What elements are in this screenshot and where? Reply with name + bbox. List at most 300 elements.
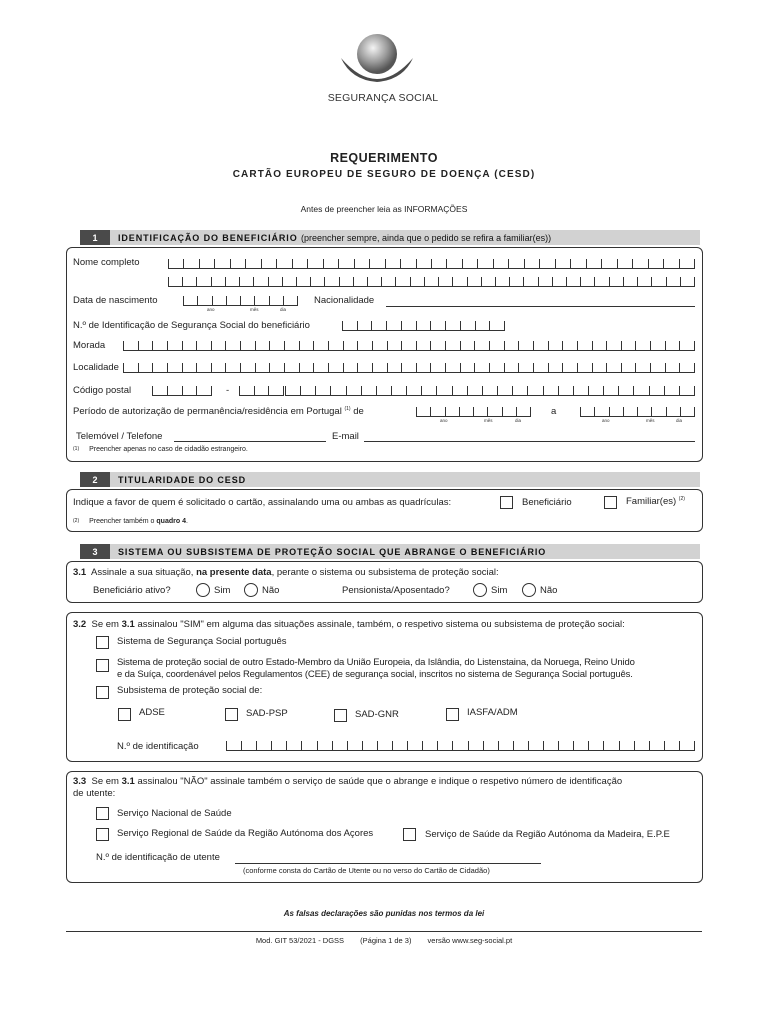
- cell-divider: [493, 259, 494, 268]
- cell-divider: [474, 341, 475, 350]
- address-field[interactable]: [123, 340, 695, 351]
- cell-divider: [621, 363, 622, 372]
- postal-locality-field[interactable]: [285, 385, 695, 396]
- ss-number-field[interactable]: [342, 320, 505, 331]
- cell-divider: [694, 741, 695, 750]
- cell-divider: [182, 363, 183, 372]
- cell-divider: [416, 259, 417, 268]
- user-id-label: N.º de identificação de utente: [96, 852, 220, 863]
- cell-divider: [509, 277, 510, 286]
- cell-divider: [387, 363, 388, 372]
- cell-divider: [197, 296, 198, 305]
- cell-divider: [637, 277, 638, 286]
- cell-divider: [592, 341, 593, 350]
- cell-divider: [552, 277, 553, 286]
- cell-divider: [621, 341, 622, 350]
- cell-divider: [651, 277, 652, 286]
- cell-divider: [283, 296, 284, 305]
- cell-divider: [437, 741, 438, 750]
- section-title: [110, 233, 551, 243]
- cell-divider: [167, 363, 168, 372]
- pensioner-yes-radio[interactable]: [473, 583, 487, 597]
- cell-divider: [430, 407, 431, 416]
- cell-divider: [548, 341, 549, 350]
- cell-divider: [330, 386, 331, 395]
- section-1-header: [80, 230, 700, 245]
- cell-divider: [256, 741, 257, 750]
- section-number: 1: [80, 230, 110, 245]
- cell-divider: [431, 259, 432, 268]
- cell-divider: [284, 363, 285, 372]
- cell-divider: [548, 363, 549, 372]
- cell-divider: [504, 341, 505, 350]
- cell-divider: [633, 386, 634, 395]
- subsystem-checkbox[interactable]: [96, 686, 109, 699]
- cell-divider: [211, 341, 212, 350]
- cell-divider: [518, 341, 519, 350]
- cell-divider: [342, 321, 343, 330]
- footnote-text: Preencher apenas no caso de cidadão estrangeiro.: [89, 446, 248, 453]
- cell-divider: [558, 741, 559, 750]
- user-id-field[interactable]: [235, 863, 541, 864]
- active-no-label: Não: [262, 585, 280, 596]
- cell-divider: [460, 341, 461, 350]
- footnote-mark: (1): [344, 406, 351, 412]
- section-1-footnote: [73, 446, 248, 453]
- cell-divider: [594, 407, 595, 416]
- sad-gnr-label: SAD-GNR: [355, 709, 399, 720]
- cell-divider: [694, 259, 695, 268]
- sns-checkbox[interactable]: [96, 807, 109, 820]
- family-label: [626, 496, 685, 507]
- cell-divider: [445, 363, 446, 372]
- cell-divider: [573, 741, 574, 750]
- cell-divider: [606, 341, 607, 350]
- iasfa-checkbox[interactable]: [446, 708, 459, 721]
- cell-divider: [586, 259, 587, 268]
- footnote-mark: (2): [73, 518, 80, 524]
- pensioner-yes-label: Sim: [491, 585, 508, 596]
- locality-field[interactable]: [123, 362, 695, 373]
- cell-divider: [347, 741, 348, 750]
- q33-text-2: de utente:: [73, 788, 116, 799]
- footer-divider: [66, 931, 702, 932]
- full-name-field-1[interactable]: [168, 258, 695, 269]
- cell-divider: [416, 341, 417, 350]
- cell-divider: [635, 341, 636, 350]
- ss-portugal-label: Sistema de Segurança Social português: [117, 636, 287, 647]
- cell-divider: [182, 341, 183, 350]
- cell-divider: [601, 259, 602, 268]
- cell-divider: [225, 341, 226, 350]
- cell-divider: [285, 386, 286, 395]
- cell-divider: [282, 277, 283, 286]
- id-number-field[interactable]: [226, 740, 695, 751]
- cell-divider: [182, 277, 183, 286]
- cell-divider: [230, 259, 231, 268]
- cell-divider: [300, 386, 301, 395]
- family-label-text: Familiar(es): [626, 496, 677, 507]
- madeira-checkbox[interactable]: [403, 828, 416, 841]
- cell-divider: [588, 741, 589, 750]
- section-title: SISTEMA OU SUBSISTEMA DE PROTEÇÃO SOCIAL QUE ABRANGE O BENEFICIÁRIO: [118, 546, 547, 557]
- cell-divider: [635, 363, 636, 372]
- q33-text-1: [73, 776, 622, 787]
- cell-divider: [694, 386, 695, 395]
- cell-divider: [317, 741, 318, 750]
- cell-divider: [315, 386, 316, 395]
- cell-divider: [475, 321, 476, 330]
- q31-text: [73, 567, 499, 578]
- cell-divider: [603, 386, 604, 395]
- cell-divider: [372, 363, 373, 372]
- cell-divider: [381, 277, 382, 286]
- cell-divider: [299, 341, 300, 350]
- cell-divider: [524, 259, 525, 268]
- cell-divider: [665, 341, 666, 350]
- cell-divider: [666, 407, 667, 416]
- cell-divider: [183, 259, 184, 268]
- cell-divider: [558, 386, 559, 395]
- cell-divider: [239, 386, 240, 395]
- pensioner-label: Pensionista/Aposentado?: [342, 585, 450, 596]
- cell-divider: [324, 277, 325, 286]
- locality-label: Localidade: [73, 362, 119, 373]
- form-model: Mod. GIT 53/2021 - DGSS: [255, 936, 345, 945]
- cell-divider: [592, 363, 593, 372]
- q31-post: , perante o sistema ou subsistema de proteção social:: [271, 567, 499, 578]
- cell-divider: [346, 386, 347, 395]
- phone-field[interactable]: [174, 441, 326, 442]
- active-yes-radio[interactable]: [196, 583, 210, 597]
- cell-divider: [562, 341, 563, 350]
- q33-number: 3.3: [73, 776, 87, 787]
- cell-divider: [438, 277, 439, 286]
- cell-divider: [594, 277, 595, 286]
- cell-divider: [268, 277, 269, 286]
- cell-divider: [694, 407, 695, 416]
- pensioner-no-radio[interactable]: [522, 583, 536, 597]
- cell-divider: [694, 277, 695, 286]
- cell-divider: [680, 407, 681, 416]
- sad-psp-label: SAD-PSP: [246, 708, 288, 719]
- cell-divider: [182, 386, 183, 395]
- cell-divider: [226, 741, 227, 750]
- cell-divider: [538, 277, 539, 286]
- cell-divider: [196, 363, 197, 372]
- cell-divider: [407, 741, 408, 750]
- cell-divider: [663, 259, 664, 268]
- cell-divider: [376, 386, 377, 395]
- acores-checkbox[interactable]: [96, 828, 109, 841]
- cell-divider: [609, 407, 610, 416]
- cell-divider: [508, 259, 509, 268]
- birth-year-label: ano: [207, 307, 215, 312]
- from-month-label: mês: [484, 418, 493, 423]
- section-3-header: [80, 544, 700, 559]
- email-field[interactable]: [364, 441, 695, 442]
- cell-divider: [338, 259, 339, 268]
- cell-divider: [196, 341, 197, 350]
- cell-divider: [477, 259, 478, 268]
- cell-divider: [225, 363, 226, 372]
- cell-divider: [422, 741, 423, 750]
- cell-divider: [555, 259, 556, 268]
- cell-divider: [310, 277, 311, 286]
- q31-pre: Assinale a sua situação,: [90, 567, 194, 578]
- cell-divider: [648, 259, 649, 268]
- to-month-label: mês: [646, 418, 655, 423]
- cell-divider: [225, 277, 226, 286]
- cell-divider: [152, 341, 153, 350]
- ss-portugal-checkbox[interactable]: [96, 636, 109, 649]
- postal-code-label: Código postal: [73, 385, 132, 396]
- footnote-end: .: [185, 518, 188, 525]
- cell-divider: [467, 277, 468, 286]
- cell-divider: [271, 741, 272, 750]
- legal-warning: As falsas declarações são punidas nos termos da lei: [283, 909, 485, 918]
- cell-divider: [196, 386, 197, 395]
- cell-divider: [214, 259, 215, 268]
- cell-divider: [357, 363, 358, 372]
- cesd-holder-instruction: Indique a favor de quem é solicitado o cartão, assinalando uma ou ambas as quadrículas:: [73, 497, 452, 508]
- active-no-radio[interactable]: [244, 583, 258, 597]
- q32-number: 3.2: [73, 619, 87, 630]
- user-id-note: (conforme consta do Cartão de Utente ou no verso do Cartão de Cidadão): [243, 866, 490, 875]
- eu-system-checkbox[interactable]: [96, 659, 109, 672]
- cell-divider: [387, 341, 388, 350]
- cell-divider: [473, 407, 474, 416]
- footer-info: [0, 936, 768, 945]
- cell-divider: [406, 386, 407, 395]
- cell-divider: [679, 259, 680, 268]
- subsystem-label: Subsistema de proteção social de:: [117, 685, 263, 696]
- cell-divider: [255, 341, 256, 350]
- cell-divider: [679, 363, 680, 372]
- cell-divider: [632, 259, 633, 268]
- cell-divider: [649, 386, 650, 395]
- to-year-label: ano: [602, 418, 610, 423]
- cell-divider: [167, 386, 168, 395]
- cell-divider: [211, 386, 212, 395]
- cell-divider: [467, 386, 468, 395]
- postal-code-dash: -: [226, 385, 230, 396]
- cell-divider: [651, 407, 652, 416]
- cell-divider: [430, 321, 431, 330]
- cell-divider: [489, 363, 490, 372]
- page-title: REQUERIMENTO: [330, 151, 438, 165]
- iasfa-label: IASFA/ADM: [467, 707, 518, 718]
- pensioner-no-label: Não: [540, 585, 558, 596]
- cell-divider: [196, 277, 197, 286]
- cell-divider: [283, 386, 284, 395]
- cell-divider: [452, 741, 453, 750]
- residence-to-field[interactable]: [580, 406, 695, 417]
- cell-divider: [241, 741, 242, 750]
- cell-divider: [617, 259, 618, 268]
- cell-divider: [495, 277, 496, 286]
- eu-system-label-1: Sistema de proteção social de outro Estado-Membro da União Europeia, da Islândia, do Listenstaina, da Noruega, Reino Unido: [117, 657, 635, 668]
- email-label: E-mail: [332, 431, 359, 442]
- cell-divider: [637, 407, 638, 416]
- cell-divider: [580, 407, 581, 416]
- sns-label: Serviço Nacional de Saúde: [117, 808, 232, 819]
- postal-code-field-1[interactable]: [152, 385, 212, 396]
- birth-date-field[interactable]: [183, 295, 298, 306]
- beneficiary-checkbox[interactable]: [500, 496, 513, 509]
- active-beneficiary-label: Beneficiário ativo?: [93, 585, 171, 596]
- cell-divider: [497, 386, 498, 395]
- cell-divider: [268, 386, 269, 395]
- q32-ref: 3.1: [121, 619, 135, 630]
- cell-divider: [649, 741, 650, 750]
- cell-divider: [543, 386, 544, 395]
- q31-number: 3.1: [73, 567, 87, 578]
- cell-divider: [313, 341, 314, 350]
- cell-divider: [474, 363, 475, 372]
- cell-divider: [436, 386, 437, 395]
- cell-divider: [152, 363, 153, 372]
- cell-divider: [339, 277, 340, 286]
- ss-number-label: N.º de Identificação de Segurança Social do beneficiário: [73, 320, 310, 331]
- cell-divider: [430, 363, 431, 372]
- section-title-text: IDENTIFICAÇÃO DO BENEFICIÁRIO: [118, 232, 298, 243]
- cell-divider: [168, 277, 169, 286]
- cell-divider: [254, 296, 255, 305]
- cell-divider: [421, 386, 422, 395]
- cell-divider: [634, 741, 635, 750]
- cell-divider: [301, 741, 302, 750]
- cell-divider: [353, 277, 354, 286]
- eu-system-label-2: e da Suíça, coordenável pelos Regulamentos (CEE) de segurança social, inscritos no sistema de Segurança Social português.: [117, 669, 633, 680]
- cell-divider: [694, 341, 695, 350]
- cell-divider: [452, 386, 453, 395]
- q32-body: assinalou "SIM" em alguma das situações assinale, também, o respetivo sistema ou subsistema de proteção social:: [137, 619, 625, 630]
- cell-divider: [276, 259, 277, 268]
- cell-divider: [603, 741, 604, 750]
- cell-divider: [367, 277, 368, 286]
- cell-divider: [623, 277, 624, 286]
- cell-divider: [588, 386, 589, 395]
- cell-divider: [679, 341, 680, 350]
- cell-divider: [168, 259, 169, 268]
- cell-divider: [679, 741, 680, 750]
- cell-divider: [445, 341, 446, 350]
- cell-divider: [694, 363, 695, 372]
- cell-divider: [313, 363, 314, 372]
- adse-label: ADSE: [139, 707, 165, 718]
- full-name-field-2[interactable]: [168, 276, 695, 287]
- cell-divider: [343, 341, 344, 350]
- cell-divider: [489, 321, 490, 330]
- cell-divider: [516, 407, 517, 416]
- cell-divider: [269, 341, 270, 350]
- cell-divider: [211, 277, 212, 286]
- page-number: (Página 1 de 3): [360, 936, 412, 945]
- cell-divider: [385, 259, 386, 268]
- cell-divider: [254, 386, 255, 395]
- cell-divider: [377, 741, 378, 750]
- cell-divider: [307, 259, 308, 268]
- cell-divider: [416, 407, 417, 416]
- adse-checkbox[interactable]: [118, 708, 131, 721]
- cell-divider: [167, 341, 168, 350]
- cell-divider: [487, 407, 488, 416]
- cell-divider: [357, 321, 358, 330]
- cell-divider: [468, 741, 469, 750]
- postal-code-field-2[interactable]: [239, 385, 284, 396]
- cell-divider: [577, 363, 578, 372]
- cell-divider: [297, 296, 298, 305]
- cell-divider: [527, 386, 528, 395]
- cell-divider: [518, 363, 519, 372]
- cell-divider: [362, 741, 363, 750]
- cell-divider: [562, 363, 563, 372]
- cell-divider: [445, 407, 446, 416]
- nationality-label: Nacionalidade: [314, 295, 375, 306]
- nationality-field[interactable]: [386, 306, 695, 307]
- cell-divider: [226, 296, 227, 305]
- cell-divider: [623, 407, 624, 416]
- footnote-mark: (1): [73, 446, 80, 452]
- residence-from-field[interactable]: [416, 406, 531, 417]
- phone-label: Telemóvel / Telefone: [76, 431, 163, 442]
- cell-divider: [343, 363, 344, 372]
- cell-divider: [296, 277, 297, 286]
- cell-divider: [539, 259, 540, 268]
- cell-divider: [566, 277, 567, 286]
- to-day-label: dia: [676, 418, 683, 423]
- cell-divider: [183, 296, 184, 305]
- cell-divider: [650, 363, 651, 372]
- cell-divider: [392, 741, 393, 750]
- cell-divider: [391, 386, 392, 395]
- cell-divider: [650, 341, 651, 350]
- q32-text: [73, 619, 625, 630]
- from-year-label: ano: [440, 418, 448, 423]
- cell-divider: [533, 341, 534, 350]
- cell-divider: [361, 386, 362, 395]
- cell-divider: [504, 321, 505, 330]
- cell-divider: [328, 363, 329, 372]
- cell-divider: [401, 341, 402, 350]
- birth-date-label: Data de nascimento: [73, 295, 158, 306]
- sad-gnr-checkbox[interactable]: [334, 709, 347, 722]
- family-checkbox[interactable]: [604, 496, 617, 509]
- cell-divider: [462, 259, 463, 268]
- acores-label: Serviço Regional de Saúde da Região Autónoma dos Açores: [117, 828, 374, 839]
- cell-divider: [401, 363, 402, 372]
- cell-divider: [123, 363, 124, 372]
- cell-divider: [386, 321, 387, 330]
- sad-psp-checkbox[interactable]: [225, 708, 238, 721]
- cell-divider: [123, 341, 124, 350]
- cell-divider: [239, 277, 240, 286]
- cell-divider: [580, 277, 581, 286]
- section-number: 2: [80, 472, 110, 487]
- cell-divider: [372, 341, 373, 350]
- footnote-mark: (2): [678, 496, 685, 502]
- cell-divider: [446, 259, 447, 268]
- cell-divider: [482, 386, 483, 395]
- active-yes-label: Sim: [214, 585, 231, 596]
- section-2-footnote: [73, 518, 188, 525]
- cell-divider: [619, 741, 620, 750]
- residence-period-text: Período de autorização de permanência/residência em Portugal: [73, 406, 342, 417]
- cell-divider: [284, 341, 285, 350]
- cell-divider: [424, 277, 425, 286]
- cell-divider: [530, 407, 531, 416]
